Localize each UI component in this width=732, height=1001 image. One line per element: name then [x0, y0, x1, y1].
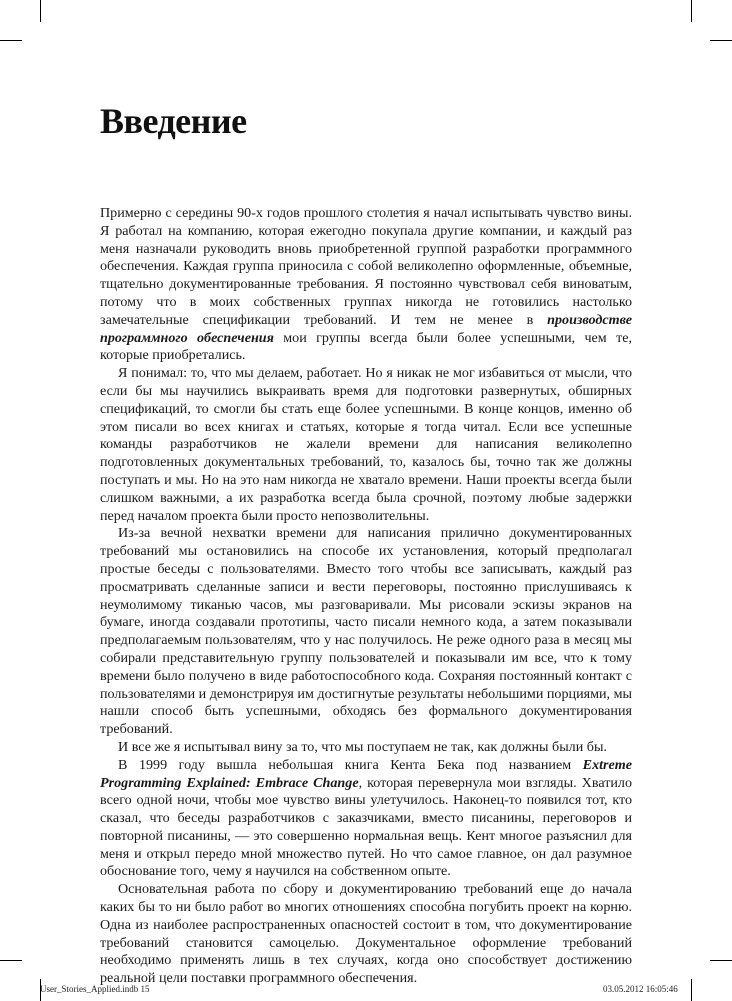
paragraph-5	[100, 757, 632, 882]
body-text	[100, 205, 632, 988]
crop-mark-top-left-vertical	[40, 0, 41, 22]
book-title: Extreme Programming Explained: Embrace Change	[100, 756, 632, 791]
paragraph-5-text-start: В 1999 году вышла небольшая книга Кента Бека под названием	[118, 756, 583, 773]
paragraph-1-emphasis: производстве программного обеспечения	[100, 311, 632, 346]
crop-mark-bottom-left-horizontal	[0, 960, 22, 961]
chapter-heading: Введение	[100, 101, 247, 141]
footer-file-info: User_Stories_Applied.indb 15	[40, 984, 150, 994]
paragraph-2: Я понимал: то, что мы делаем, работает. Но я никак не мог избавиться от мысли, что если бы мы научились выкраивать время для подготовки развернутых, обширных спецификаций, то смогли бы стать еще более успешными. В конце концов, именно об этом писали во всех книгах и статьях, которые я тогда читал. Если все успешные команды разработчиков не жалели времени для написания великолепно подготовленных документальных требований, то, казалось бы, точно так же должны поступать и мы. Но на это нам никогда не хватало времени. Наши проекты всегда были слишком важными, а их разработка всегда была срочной, поэтому любые задержки перед началом проекта были просто непозволительны.	[100, 365, 632, 524]
crop-mark-top-right-horizontal	[710, 40, 732, 41]
paragraph-4: И все же я испытывал вину за то, что мы поступаем не так, как должны были бы.	[118, 738, 607, 755]
crop-mark-top-left-horizontal	[0, 40, 22, 41]
crop-mark-top-right-vertical	[691, 0, 692, 22]
paragraph-1-text-end: мои группы всегда были более успешными, чем те, которые приобретались.	[100, 329, 633, 364]
paragraph-1	[100, 205, 632, 365]
paragraph-5-text-end: , которая перевернула мои взгляды. Хватило всего одной ночи, чтобы мое чувство вины улетучилось. Наконец-то появился тот, кто сказал, что беседы разработчиков с заказчиками, вместо писанины, переговоров и повторной писанины, — это совершенно нормальная вещь. Кент многое разъяснил для меня и открыл передо мной множество путей. Но что самое главное, он дал разумное обоснование того, чему я научился на собственном опыте.	[100, 774, 632, 880]
paragraph-3: Из-за вечной нехватки времени для написания прилично документированных требований мы остановились на способе их установления, который предполагал простые беседы с пользователями. Вместо того чтобы все записывать, каждый раз просматривать сделанные записи и вести переговоры, постоянно прислушиваясь к неумолимому тиканью часов, мы разговаривали. Мы рисовали эскизы экранов на бумаге, иногда создавали прототипы, часто писали немного кода, а затем показывали предполагаемым пользователям, что у нас получилось. Не реже одного раза в месяц мы собирали представительную группу пользователей и показывали им все, что к тому времени было получено в виде работоспособного кода. Сохраняя постоянный контакт с пользователями и демонстрируя им достигнутые результаты небольшими порциями, мы нашли способ быть успешными, обходясь без формального документирования требований.	[100, 525, 632, 738]
footer-timestamp: 03.05.2012 16:05:46	[603, 984, 678, 994]
paragraph-1-text-start: Примерно с середины 90-х годов прошлого столетия я начал испытывать чувство вины. Я работал на компанию, которая ежегодно покупала другие компании, и каждый раз меня назначали руководить вновь приобретенной группой разработки программного обеспечения. Каждая группа приносила с собой великолепно оформленные, объемные, тщательно документированные требования. Я постоянно чувствовал себя виноватым, потому что в моих собственных группах никогда не готовились настолько замечательные спецификации требований. И тем не менее в	[100, 205, 632, 328]
crop-mark-bottom-right-horizontal	[710, 960, 732, 961]
crop-mark-bottom-right-vertical	[691, 979, 692, 1001]
paragraph-6: Основательная работа по сбору и документированию требований еще до начала каких бы то ни было работ во многих отношениях способна погубить проект на корню. Одна из наиболее распространенных опасностей состоит в том, что документирование требований становится самоцелью. Документальное оформление требований необходимо применять лишь в тех случаях, когда оно способствует достижению реальной цели поставки программного обеспечения.	[100, 881, 632, 987]
